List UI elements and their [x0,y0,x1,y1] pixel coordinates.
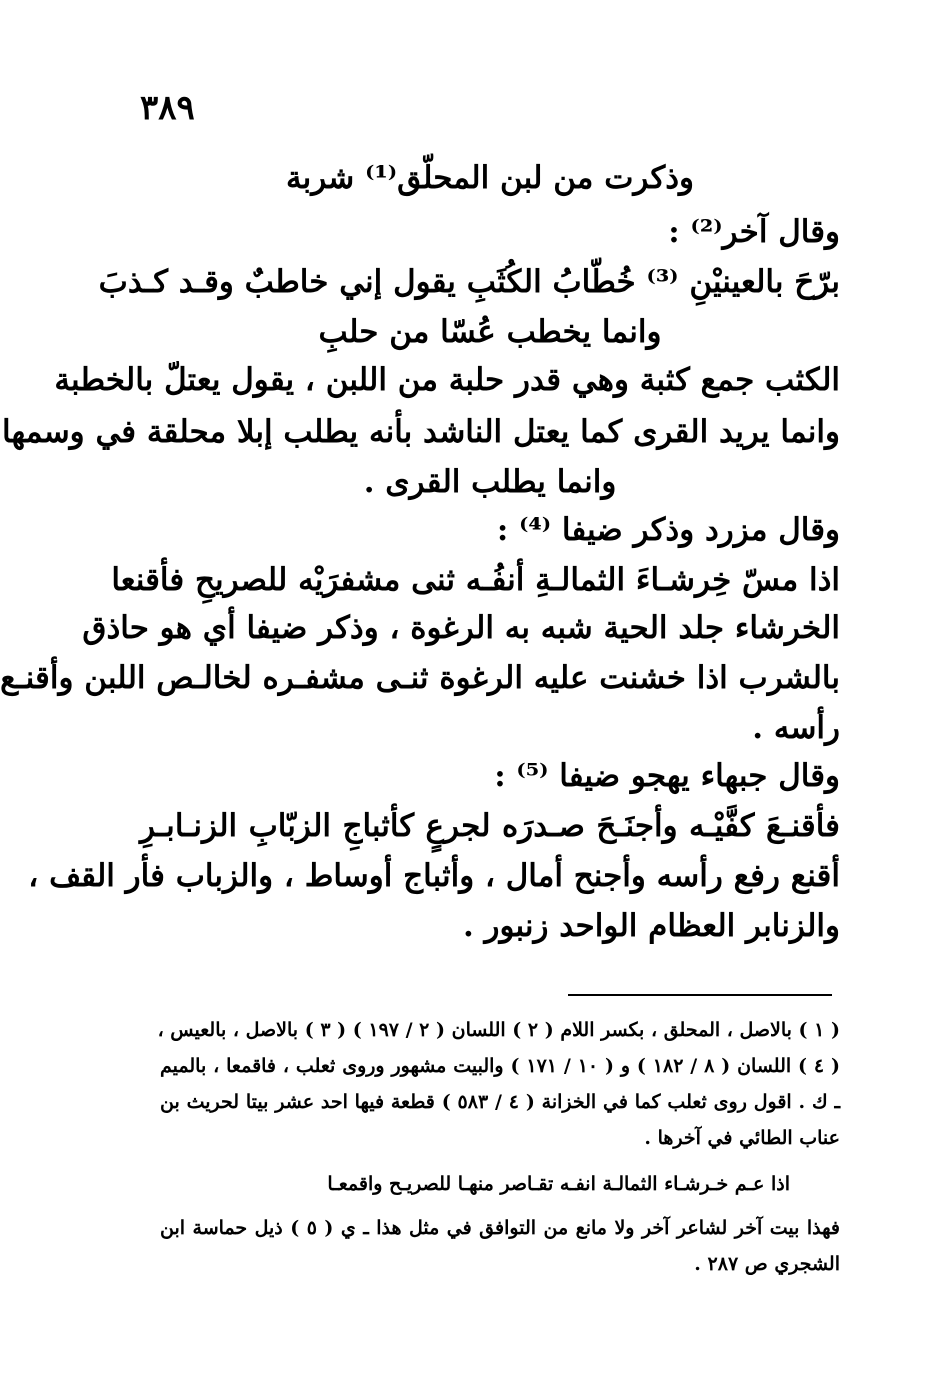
text-line: فأقنـعَ كفَّيْـه وأجنَـحَ صـدرَه لجرعٍ كأثباجِ الزبّابِ الزنـابـرِ [140,808,840,844]
text-line: وقال آخر⁽²⁾ : [668,214,840,250]
text-line: وانما يريد القرى كما يعتل الناشد بأنه يطلب إبلا محلقة في وسمها [2,414,840,450]
footnote-line: فهذا بيت آخر لشاعر آخر ولا مانع من التوافق في مثل هذا ـ ي ( ٥ ) ذيل حماسة ابن [160,1217,840,1239]
text-line: وانما يخطب عُسّا من حلبِ [318,314,662,350]
footnote-line: عناب الطائي في آخرها . [644,1127,840,1149]
text-line: برّحَ بالعينيْنِ ⁽³⁾ خُطّابُ الكُثَبِ يقول إني خاطبٌ وقـد كـذبَ [98,264,840,300]
footnote-line: الشجري ص ٢٨٧ . [694,1253,840,1275]
text-line: رأسه . [752,710,840,746]
footnote-line: ( ١ ) بالاصل ، المحلق ، بكسر اللام ( ٢ ) اللسان ( ٢ / ١٩٧ ) ( ٣ ) بالاصل ، بالعيس ، [157,1019,840,1041]
text-line: وقال مزرد وذكر ضيفا ⁽⁴⁾ : [496,512,840,548]
text-line: وقال جبهاء يهجو ضيفا ⁽⁵⁾ : [494,758,840,794]
text-line: أقنع رفع رأسه وأجنح أمال ، وأثباج أوساط ، والزباب فأر القف ، [28,858,840,894]
text-line: اذا مسّ خِرشـاءَ الثمالـةِ أنفُـه ثنى مشفرَيْه للصريحِ فأقنعا [111,562,840,598]
page-number: ٣٨٩ [140,88,195,128]
footnote-line: ـ ك . اقول روى ثعلب كما في الخزانة ( ٤ / ٥٨٣ ) قطعة فيها احد عشر بيتا لحريث بن [160,1091,841,1113]
footnote-separator [568,994,832,996]
text-line: والزنابر العظام الواحد زنبور . [462,908,840,944]
text-line: وانما يطلب القرى . [363,464,617,500]
text-line: بالشرب اذا خشنت عليه الرغوة ثنـى مشفـره لخالـص اللبن وأقنـع [0,660,840,696]
text-line: الكثب جمع كثبة وهي قدر حلبة من اللبن ، يقول يعتلّ بالخطبة [54,362,840,398]
footnote-line: ( ٤ ) اللسان ( ٨ / ١٨٢ ) و ( ١٠ / ١٧١ ) والبيت مشهور وروى ثعلب ، فاقمعا ، بالميم [160,1055,840,1077]
footnote-line: اذا عـم خـرشـاء الثمالـة انفـه تقـاصر منهـا للصريـح واقمعـا [327,1173,790,1195]
text-line: وذكرت من لبن المحلّق⁽¹⁾ شربة [285,160,695,196]
text-line: الخرشاء جلد الحية شبه به الرغوة ، وذكر ضيفا أي هو حاذق [82,610,840,646]
